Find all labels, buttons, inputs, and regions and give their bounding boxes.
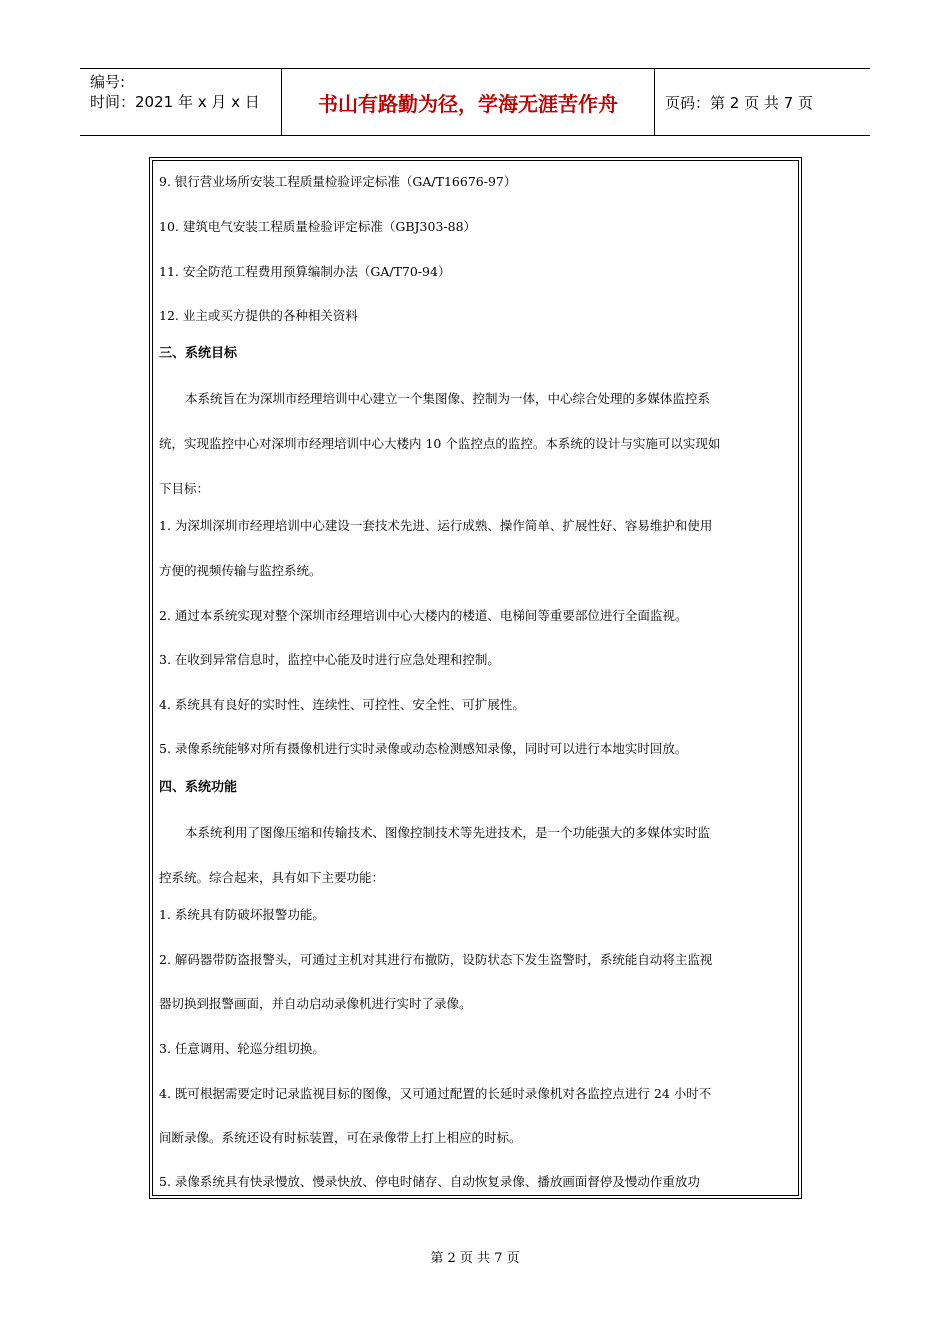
goal-item-3: 3. 在收到异常信息时，监控中心能及时进行应急处理和控制。 — [159, 652, 500, 667]
paragraph-line: 统，实现监控中心对深圳市经理培训中心大楼内 10 个监控点的监控。本系统的设计与实施可以实现如 — [159, 436, 721, 451]
function-item-4-cont: 间断录像。系统还设有时标装置，可在录像带上打上相应的时标。 — [159, 1130, 522, 1145]
standard-item-10: 10. 建筑电气安装工程质量检验评定标准（GBJ303-88） — [159, 219, 477, 234]
goal-item-1-cont: 方便的视频传输与监控系统。 — [159, 563, 322, 578]
number-label: 编号: — [90, 73, 126, 91]
function-item-2: 2. 解码器带防盗报警头，可通过主机对其进行布撤防，设防状态下发生盗警时，系统能自动将主监视 — [159, 952, 713, 967]
goal-item-1: 1. 为深圳深圳市经理培训中心建设一套技术先进、运行成熟、操作简单、扩展性好、容易维护和使用 — [159, 518, 713, 533]
paragraph-line: 本系统旨在为深圳市经理培训中心建立一个集图像、控制为一体，中心综合处理的多媒体监控系 — [185, 391, 711, 406]
content-area — [152, 160, 799, 1196]
header-table — [80, 68, 870, 136]
time-label: 时间：2021 年 x 月 x 日 — [90, 93, 260, 111]
section-heading-goals: 三、系统目标 — [159, 346, 238, 361]
standard-item-11: 11. 安全防范工程费用预算编制办法（GA/T70-94） — [159, 264, 451, 279]
function-item-5: 5. 录像系统具有快录慢放、慢录快放、停电时储存、自动恢复录像、播放画面督停及慢动作重放功 — [159, 1174, 700, 1189]
paragraph-line: 控系统。综合起来，具有如下主要功能： — [159, 870, 385, 885]
function-item-4: 4. 既可根据需要定时记录监视目标的图像，又可通过配置的长延时录像机对各监控点进行 24 小时不 — [159, 1086, 712, 1101]
function-item-2-cont: 器切换到报警画面，并自动启动录像机进行实时了录像。 — [159, 996, 472, 1011]
paragraph-line: 本系统利用了图像压缩和传输技术、图像控制技术等先进技术，是一个功能强大的多媒体实时监 — [185, 825, 711, 840]
section-heading-functions: 四、系统功能 — [159, 780, 238, 795]
standard-item-9: 9. 银行营业场所安装工程质量检验评定标准（GA/T16676-97） — [159, 174, 517, 189]
function-item-1: 1. 系统具有防破坏报警功能。 — [159, 907, 325, 922]
goal-item-5: 5. 录像系统能够对所有摄像机进行实时录像或动态检测感知录像，同时可以进行本地实时回放。 — [159, 741, 688, 756]
motto: 书山有路勤为径，学海无涯苦作舟 — [282, 69, 655, 135]
page-footer: 第 2 页 共 7 页 — [430, 1251, 520, 1266]
header-left-cell — [80, 69, 282, 135]
standard-item-12: 12. 业主或买方提供的各种相关资料 — [159, 308, 358, 323]
paragraph-line: 下目标： — [159, 481, 210, 496]
goal-item-4: 4. 系统具有良好的实时性、连续性、可控性、安全性、可扩展性。 — [159, 697, 525, 712]
goal-item-2: 2. 通过本系统实现对整个深圳市经理培训中心大楼内的楼道、电梯间等重要部位进行全面监视。 — [159, 608, 688, 623]
content-frame — [149, 157, 802, 1199]
function-item-3: 3. 任意调用、轮巡分组切换。 — [159, 1041, 325, 1056]
page-info: 页码：第 2 页 共 7 页 — [665, 93, 813, 112]
